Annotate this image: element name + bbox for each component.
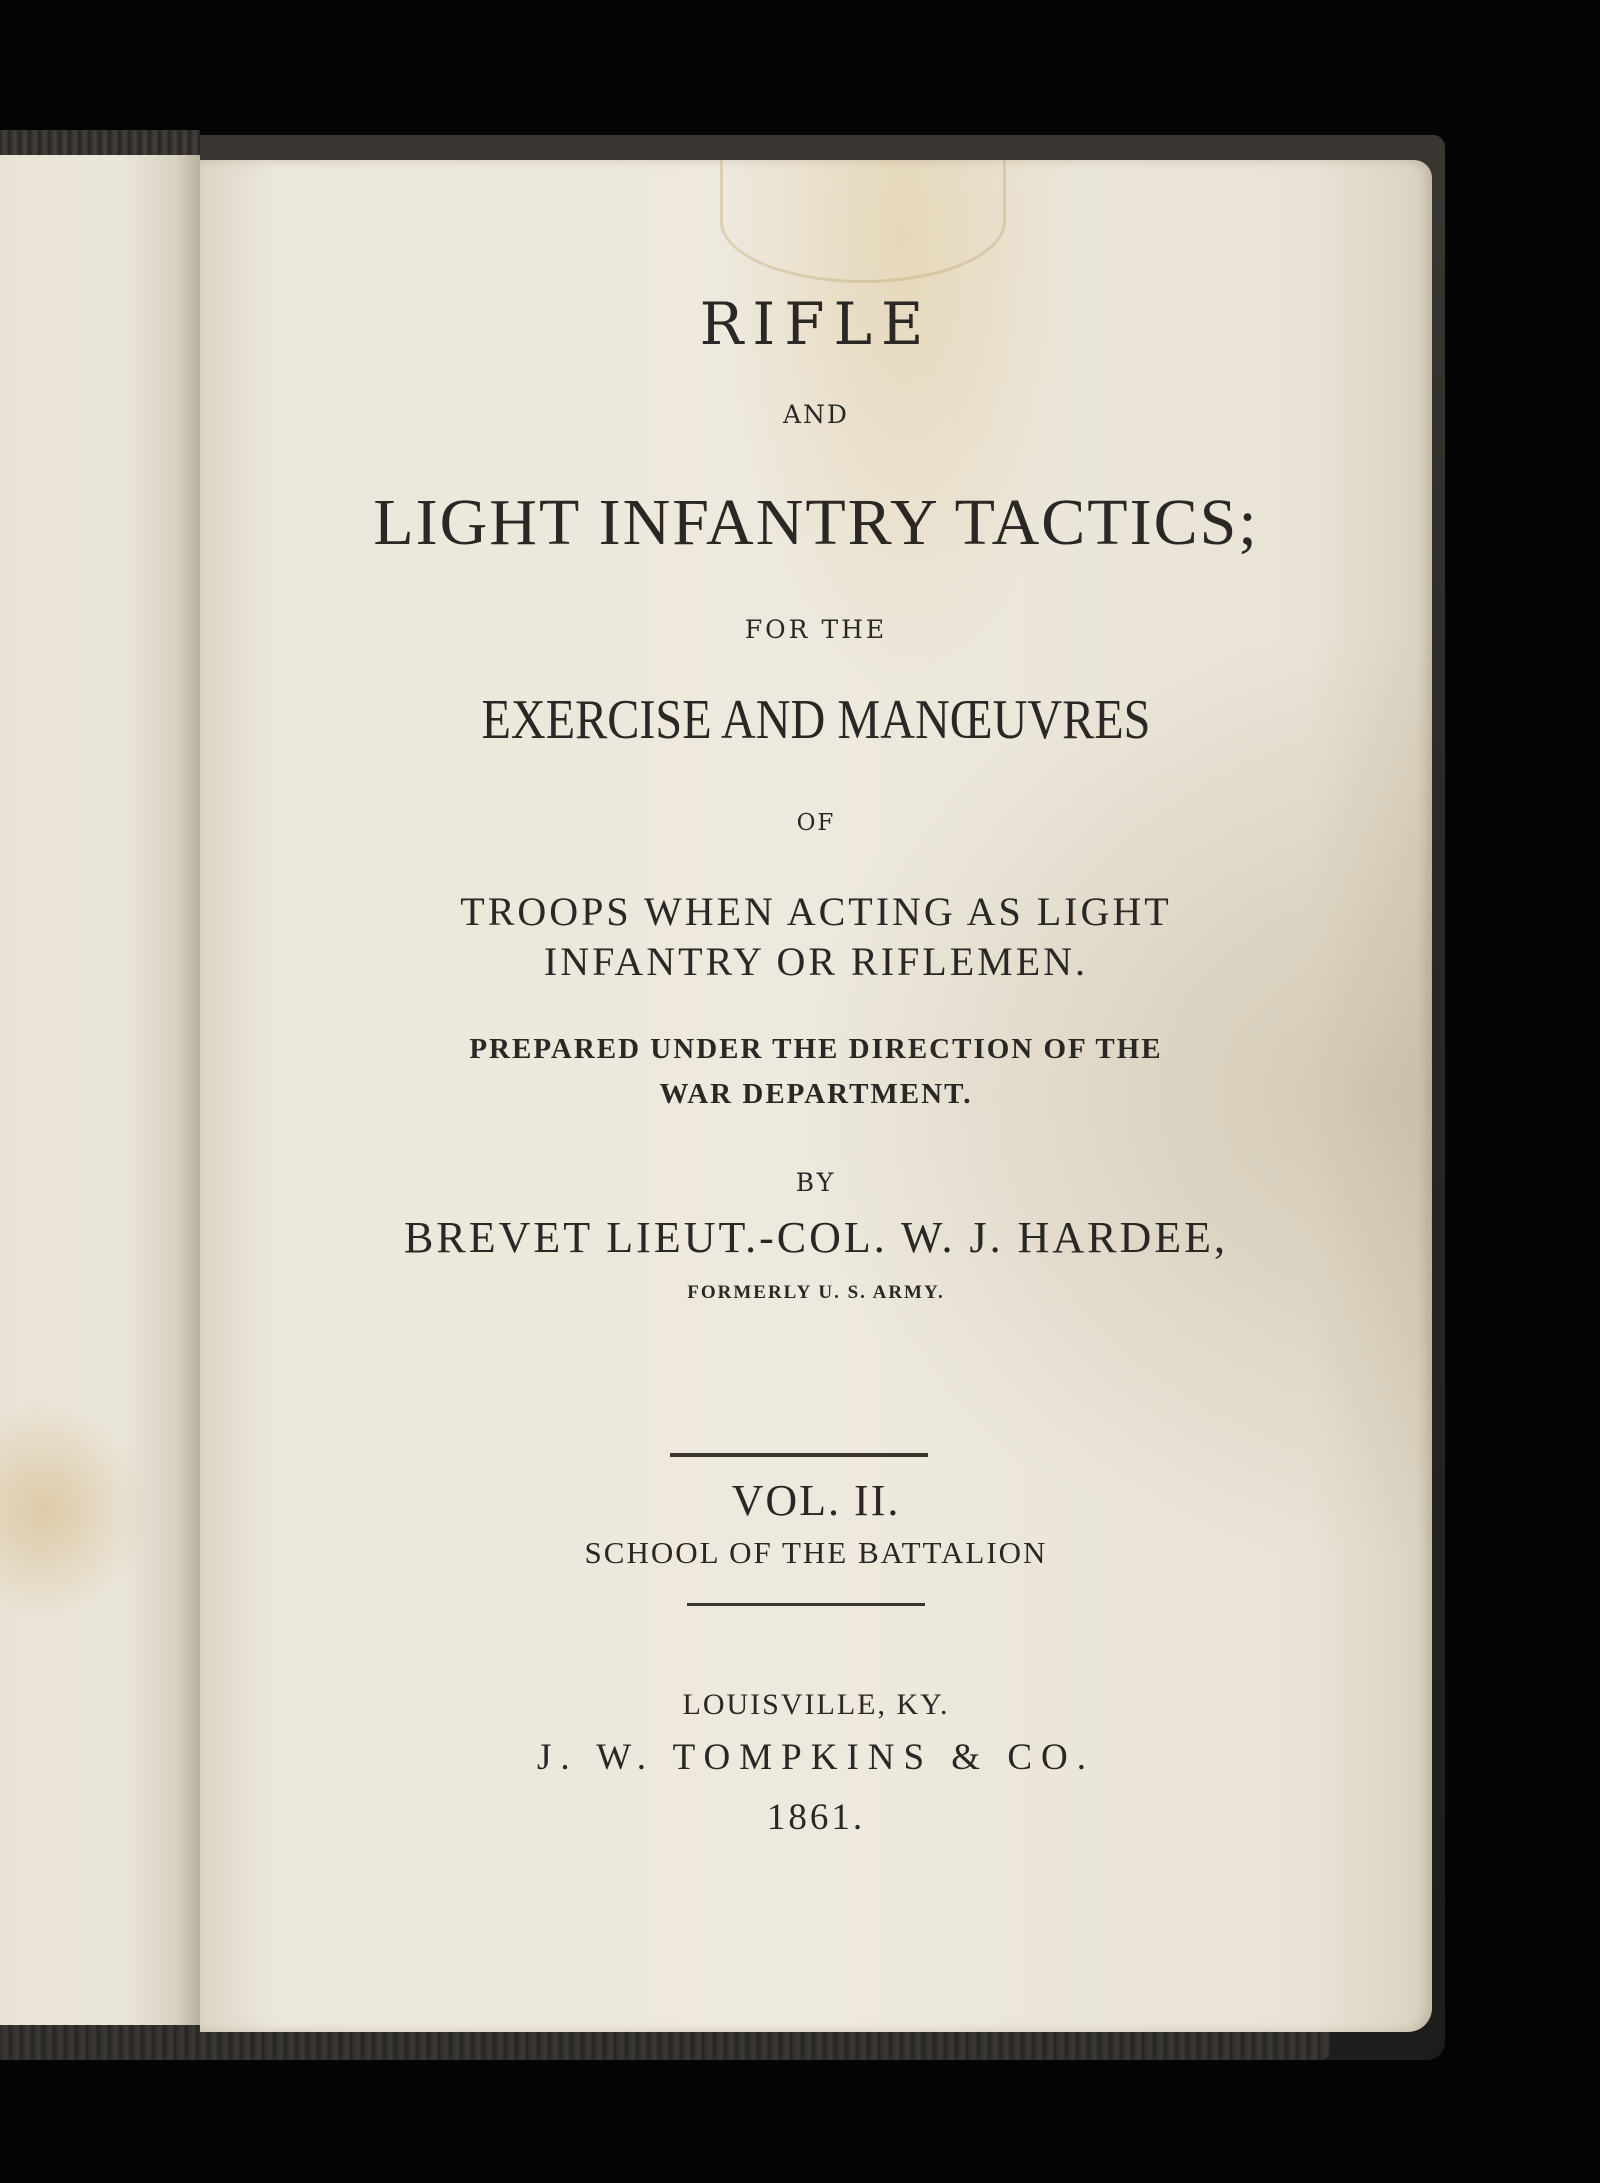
author-line: BREVET LIEUT.-COL. W. J. HARDEE, <box>404 1213 1228 1262</box>
prepared-line-2: WAR DEPARTMENT. <box>659 1078 973 1110</box>
year-line: 1861. <box>766 1797 866 1838</box>
title-main: RIFLE <box>699 290 933 358</box>
title-sub: LIGHT INFANTRY TACTICS; <box>373 486 1259 559</box>
volume-subtitle: SCHOOL OF THE BATTALION <box>584 1535 1048 1570</box>
for-the-line: FOR THE <box>744 615 888 644</box>
volume-line: VOL. II. <box>731 1476 901 1525</box>
by-line: BY <box>795 1168 837 1197</box>
title-and: AND <box>783 400 849 429</box>
rule-top <box>670 1453 928 1457</box>
rule-bottom <box>687 1603 925 1606</box>
exercise-line: EXERCISE AND MANŒUVRES <box>481 689 1151 751</box>
left-page <box>0 155 200 2025</box>
place-line: LOUISVILLE, KY. <box>682 1688 950 1721</box>
left-page-stain <box>0 1400 150 1620</box>
troops-line-1: TROOPS WHEN ACTING AS LIGHT <box>460 889 1172 934</box>
troops-line-2: INFANTRY OR RIFLEMEN. <box>543 939 1089 984</box>
title-page-text <box>200 160 1432 2032</box>
prepared-line-1: PREPARED UNDER THE DIRECTION OF THE <box>469 1033 1163 1065</box>
title-page <box>200 160 1432 2032</box>
of-line: OF <box>796 810 836 836</box>
publisher-line: J. W. TOMPKINS & CO. <box>537 1737 1095 1778</box>
formerly-line: FORMERLY U. S. ARMY. <box>687 1282 945 1303</box>
